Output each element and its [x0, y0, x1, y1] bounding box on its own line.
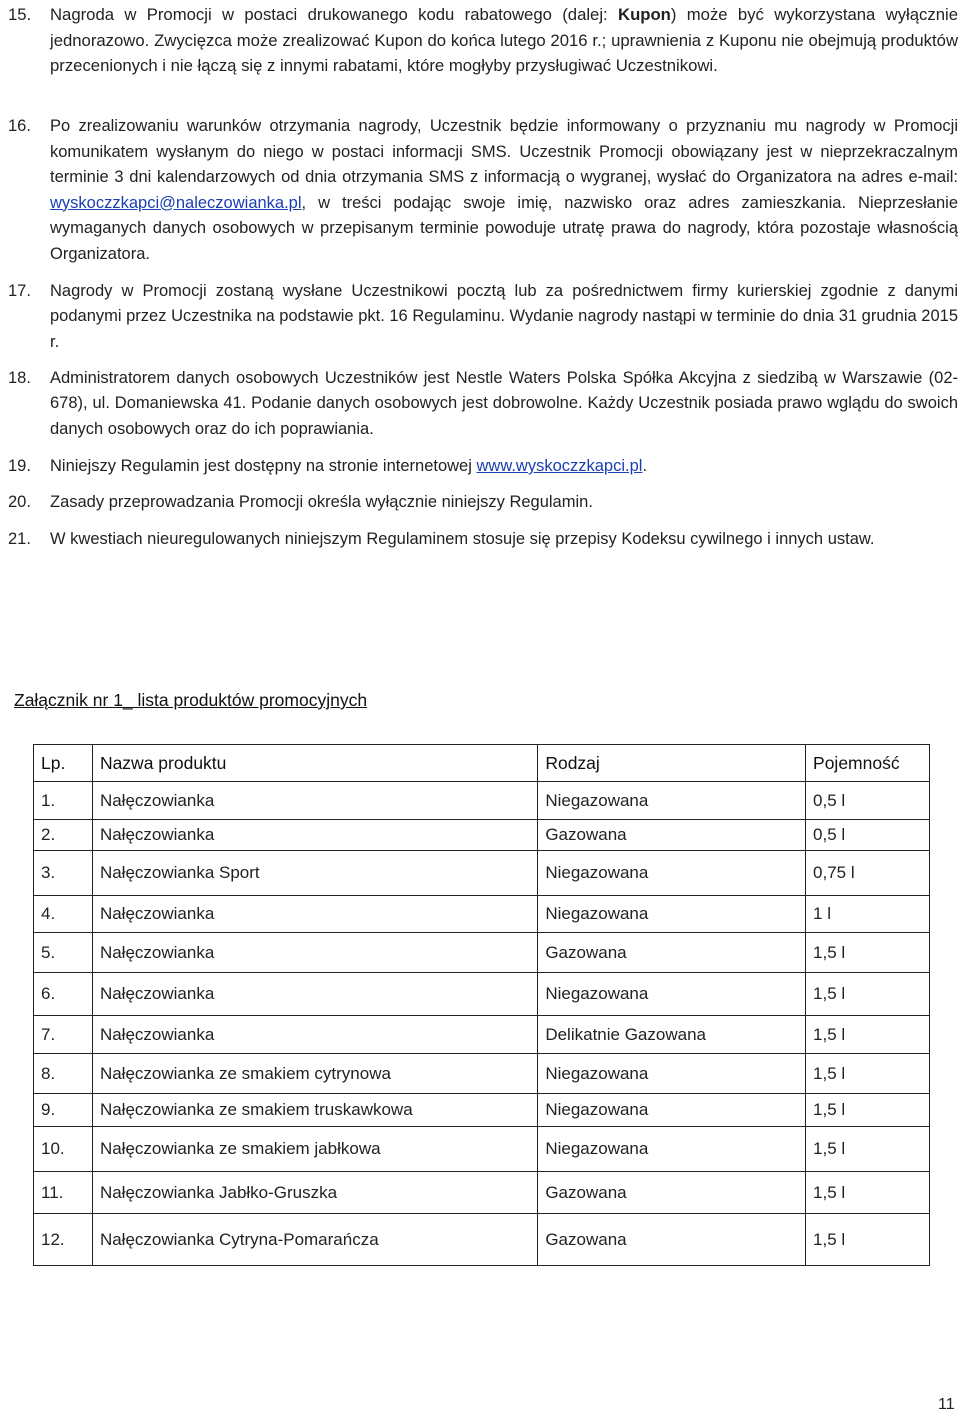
- cell-product-name: Nałęczowianka: [92, 782, 537, 820]
- cell-lp: 9.: [34, 1094, 93, 1127]
- cell-lp: 3.: [34, 851, 93, 896]
- cell-lp: 10.: [34, 1127, 93, 1172]
- item-number: 17.: [8, 282, 31, 300]
- table-row: [34, 1054, 930, 1094]
- cell-capacity: 1,5 l: [806, 973, 930, 1016]
- cell-lp: 8.: [34, 1054, 93, 1094]
- cell-lp: 7.: [34, 1016, 93, 1054]
- cell-type: Gazowana: [538, 1214, 806, 1266]
- cell-product-name: Nałęczowianka: [92, 973, 537, 1016]
- cell-product-name: Nałęczowianka: [92, 896, 537, 933]
- cell-capacity: 0,75 l: [806, 851, 930, 896]
- cell-capacity: 1,5 l: [806, 1214, 930, 1266]
- item-number: 21.: [8, 530, 31, 548]
- cell-type: Gazowana: [538, 1172, 806, 1214]
- header-product-name: Nazwa produktu: [92, 745, 537, 782]
- cell-type: Niegazowana: [538, 896, 806, 933]
- regulation-item-15: [8, 2, 958, 79]
- cell-product-name: Nałęczowianka ze smakiem truskawkowa: [92, 1094, 537, 1127]
- cell-lp: 1.: [34, 782, 93, 820]
- table-row: [34, 1094, 930, 1127]
- item-number: 15.: [8, 5, 32, 24]
- item-text: Administratorem danych osobowych Uczestników jest Nestle Waters Polska Spółka Akcyjna z siedzibą w Warszawie (02-678), ul. Domaniewska 41. Podanie danych osobowych jest dobrowolne. Każdy Uczestnik posiada prawo wglądu do swoich danych osobowych oraz do ich poprawiania.: [50, 369, 958, 438]
- cell-product-name: Nałęczowianka: [92, 933, 537, 973]
- regulation-item-19: [8, 454, 958, 479]
- cell-capacity: 1 l: [806, 896, 930, 933]
- cell-type: Niegazowana: [538, 851, 806, 896]
- page-number: 11: [938, 1396, 955, 1413]
- regulation-item-20: [8, 490, 958, 515]
- item-text: Nagroda w Promocji w postaci drukowanego kodu rabatowego (dalej: Kupon) może być wykorzystana wyłącznie jednorazowo. Zwycięzca może zrealizować Kupon do końca lutego 2016 r.; uprawnienia z Kuponu nie obejmują produktów przecenionych i nie łączą się z innymi rabatami, które mogłyby przysługiwać Uczestnikowi.: [50, 5, 958, 75]
- item-number: 20.: [8, 493, 31, 511]
- regulation-item-17: [8, 279, 958, 355]
- table-row: [34, 933, 930, 973]
- cell-capacity: 0,5 l: [806, 782, 930, 820]
- item-number: 16.: [8, 117, 31, 135]
- header-lp: Lp.: [34, 745, 93, 782]
- cell-capacity: 1,5 l: [806, 1016, 930, 1054]
- item-text: Nagrody w Promocji zostaną wysłane Uczestnikowi pocztą lub za pośrednictwem firmy kurierskiej zgodnie z danymi podanymi przez Uczestnika na podstawie pkt. 16 Regulaminu. Wydanie nagrody nastąpi w terminie do dnia 31 grudnia 2015 r.: [50, 282, 958, 351]
- cell-product-name: Nałęczowianka ze smakiem cytrynowa: [92, 1054, 537, 1094]
- item-text: Po zrealizowaniu warunków otrzymania nagrody, Uczestnik będzie informowany o przyznaniu mu nagrody w Promocji komunikatem wysłanym do niego w postaci informacji SMS. Uczestnik Promocji obowiązany jest w nieprzekraczalnym terminie 3 dni kalendarzowych od dnia otrzymania SMS z informacją o wygranej, wysłać do Organizatora na adres e-mail: wyskoczzkapci@naleczowianka.pl, w treści podając swoje imię, nazwisko oraz adres zamieszkania. Nieprzesłanie wymaganych danych osobowych w przepisanym terminie powoduje utratę prawa do nagrody, która pozostaje własnością Organizatora.: [50, 117, 958, 263]
- item-text: Zasady przeprowadzania Promocji określa wyłącznie niniejszy Regulamin.: [50, 493, 593, 511]
- table-row: [34, 851, 930, 896]
- cell-type: Gazowana: [538, 820, 806, 851]
- cell-product-name: Nałęczowianka ze smakiem jabłkowa: [92, 1127, 537, 1172]
- cell-capacity: 1,5 l: [806, 1172, 930, 1214]
- cell-lp: 11.: [34, 1172, 93, 1214]
- header-type: Rodzaj: [538, 745, 806, 782]
- table-row: [34, 1172, 930, 1214]
- cell-product-name: Nałęczowianka Jabłko-Gruszka: [92, 1172, 537, 1214]
- annex-title: Załącznik nr 1_ lista produktów promocyjnych: [14, 690, 368, 710]
- table-row: [34, 820, 930, 851]
- item-text: W kwestiach nieuregulowanych niniejszym Regulaminem stosuje się przepisy Kodeksu cywilnego i innych ustaw.: [50, 530, 875, 548]
- cell-lp: 12.: [34, 1214, 93, 1266]
- regulation-item-21: [8, 527, 958, 552]
- cell-product-name: Nałęczowianka Sport: [92, 851, 537, 896]
- coupon-term: Kupon: [618, 5, 671, 24]
- table-row: [34, 782, 930, 820]
- cell-type: Delikatnie Gazowana: [538, 1016, 806, 1054]
- cell-product-name: Nałęczowianka: [92, 1016, 537, 1054]
- cell-type: Niegazowana: [538, 1054, 806, 1094]
- table-row: [34, 1214, 930, 1266]
- cell-type: Gazowana: [538, 933, 806, 973]
- cell-capacity: 1,5 l: [806, 1054, 930, 1094]
- cell-capacity: 1,5 l: [806, 1094, 930, 1127]
- cell-lp: 2.: [34, 820, 93, 851]
- cell-capacity: 0,5 l: [806, 820, 930, 851]
- website-link[interactable]: www.wyskoczzkapci.pl: [476, 457, 643, 475]
- table-row: [34, 1016, 930, 1054]
- regulation-item-18: [8, 366, 958, 442]
- cell-product-name: Nałęczowianka Cytryna-Pomarańcza: [92, 1214, 537, 1266]
- cell-capacity: 1,5 l: [806, 1127, 930, 1172]
- cell-type: Niegazowana: [538, 782, 806, 820]
- cell-lp: 5.: [34, 933, 93, 973]
- table-header-row: [34, 745, 930, 782]
- cell-lp: 4.: [34, 896, 93, 933]
- email-link[interactable]: wyskoczzkapci@naleczowianka.pl: [50, 193, 302, 212]
- cell-capacity: 1,5 l: [806, 933, 930, 973]
- cell-lp: 6.: [34, 973, 93, 1016]
- table-row: [34, 1127, 930, 1172]
- item-number: 18.: [8, 369, 31, 387]
- cell-product-name: Nałęczowianka: [92, 820, 537, 851]
- table-row: [34, 973, 930, 1016]
- regulation-item-16: [8, 114, 958, 267]
- header-capacity: Pojemność: [806, 745, 930, 782]
- item-number: 19.: [8, 457, 31, 475]
- cell-type: Niegazowana: [538, 1094, 806, 1127]
- item-text: Niniejszy Regulamin jest dostępny na stronie internetowej www.wyskoczzkapci.pl.: [50, 457, 648, 475]
- table-row: [34, 896, 930, 933]
- products-table: [33, 744, 930, 1266]
- cell-type: Niegazowana: [538, 1127, 806, 1172]
- cell-type: Niegazowana: [538, 973, 806, 1016]
